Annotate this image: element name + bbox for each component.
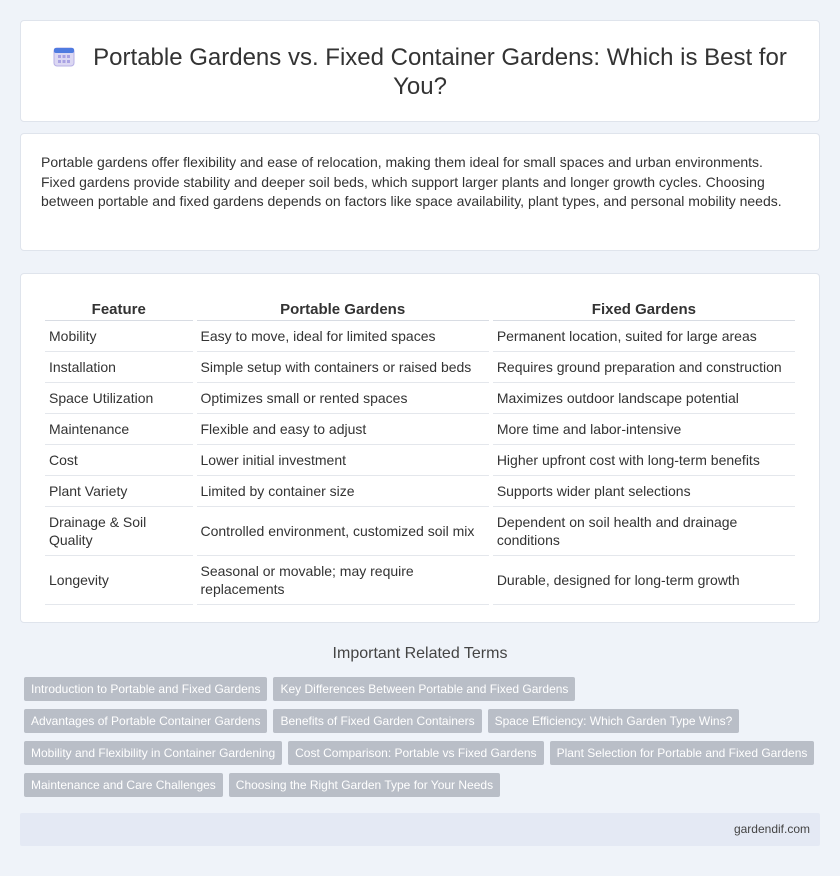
fixed-cell: Higher upfront cost with long-term benefits: [493, 445, 795, 476]
portable-cell: Easy to move, ideal for limited spaces: [197, 321, 489, 352]
related-term-tag[interactable]: Plant Selection for Portable and Fixed Gardens: [550, 741, 815, 765]
summary-card: [20, 133, 820, 251]
page-title-text: Portable Gardens vs. Fixed Container Gardens: Which is Best for You?: [93, 44, 787, 100]
related-term-tag[interactable]: Advantages of Portable Container Gardens: [24, 709, 267, 733]
related-terms-row: [24, 677, 575, 701]
table-row: [45, 507, 795, 556]
related-terms-heading: Important Related Terms: [332, 645, 508, 662]
fixed-cell: Permanent location, suited for large areas: [493, 321, 795, 352]
feature-cell: Maintenance: [45, 414, 193, 445]
related-term-tag[interactable]: Space Efficiency: Which Garden Type Wins?: [488, 709, 740, 733]
fixed-cell: More time and labor-intensive: [493, 414, 795, 445]
table-row: [45, 352, 795, 383]
fixed-cell: Durable, designed for long-term growth: [493, 556, 795, 605]
related-term-tag[interactable]: Introduction to Portable and Fixed Gardens: [24, 677, 267, 701]
fixed-cell: Supports wider plant selections: [493, 476, 795, 507]
feature-cell: Cost: [45, 445, 193, 476]
portable-cell: Controlled environment, customized soil mix: [197, 507, 489, 556]
fixed-cell: Requires ground preparation and construction: [493, 352, 795, 383]
page-title: [51, 43, 789, 101]
title-card: [20, 20, 820, 122]
portable-cell: Simple setup with containers or raised beds: [197, 352, 489, 383]
related-term-tag[interactable]: Mobility and Flexibility in Container Gardening: [24, 741, 282, 765]
portable-cell: Lower initial investment: [197, 445, 489, 476]
related-terms-row: [24, 741, 814, 765]
comparison-table-card: [20, 273, 820, 623]
header-portable: Portable Gardens: [197, 295, 489, 321]
related-term-tag[interactable]: Choosing the Right Garden Type for Your Needs: [229, 773, 500, 797]
header-fixed: Fixed Gardens: [493, 295, 795, 321]
related-term-tag[interactable]: Maintenance and Care Challenges: [24, 773, 223, 797]
portable-cell: Limited by container size: [197, 476, 489, 507]
table-row: [45, 383, 795, 414]
table-row: [45, 445, 795, 476]
related-term-tag[interactable]: Benefits of Fixed Garden Containers: [273, 709, 481, 733]
feature-cell: Space Utilization: [45, 383, 193, 414]
table-row: [45, 321, 795, 352]
fixed-cell: Dependent on soil health and drainage conditions: [493, 507, 795, 556]
portable-cell: Flexible and easy to adjust: [197, 414, 489, 445]
calendar-icon: [53, 45, 75, 67]
table-row: [45, 556, 795, 605]
feature-cell: Longevity: [45, 556, 193, 605]
header-feature: Feature: [45, 295, 193, 321]
feature-cell: Installation: [45, 352, 193, 383]
related-terms-row: [24, 709, 739, 733]
table-header-row: [45, 295, 795, 321]
table-row: [45, 414, 795, 445]
footer-bar: [20, 813, 820, 846]
related-terms-row: [24, 773, 500, 797]
summary-text: Portable gardens offer flexibility and ease of relocation, making them ideal for small spaces and urban environments. Fixed gardens provide stability and deeper soil beds, which support larger plants and longer growth cycles. Choosing between portable and fixed gardens depends on factors like space availability, plant types, and personal mobility needs.: [41, 154, 782, 209]
comparison-table: [41, 295, 799, 605]
table-row: [45, 476, 795, 507]
feature-cell: Drainage & Soil Quality: [45, 507, 193, 556]
portable-cell: Seasonal or movable; may require replacements: [197, 556, 489, 605]
footer-site-link[interactable]: gardendif.com: [733, 822, 810, 836]
feature-cell: Plant Variety: [45, 476, 193, 507]
related-term-tag[interactable]: Cost Comparison: Portable vs Fixed Gardens: [288, 741, 543, 765]
feature-cell: Mobility: [45, 321, 193, 352]
related-term-tag[interactable]: Key Differences Between Portable and Fixed Gardens: [273, 677, 575, 701]
fixed-cell: Maximizes outdoor landscape potential: [493, 383, 795, 414]
portable-cell: Optimizes small or rented spaces: [197, 383, 489, 414]
